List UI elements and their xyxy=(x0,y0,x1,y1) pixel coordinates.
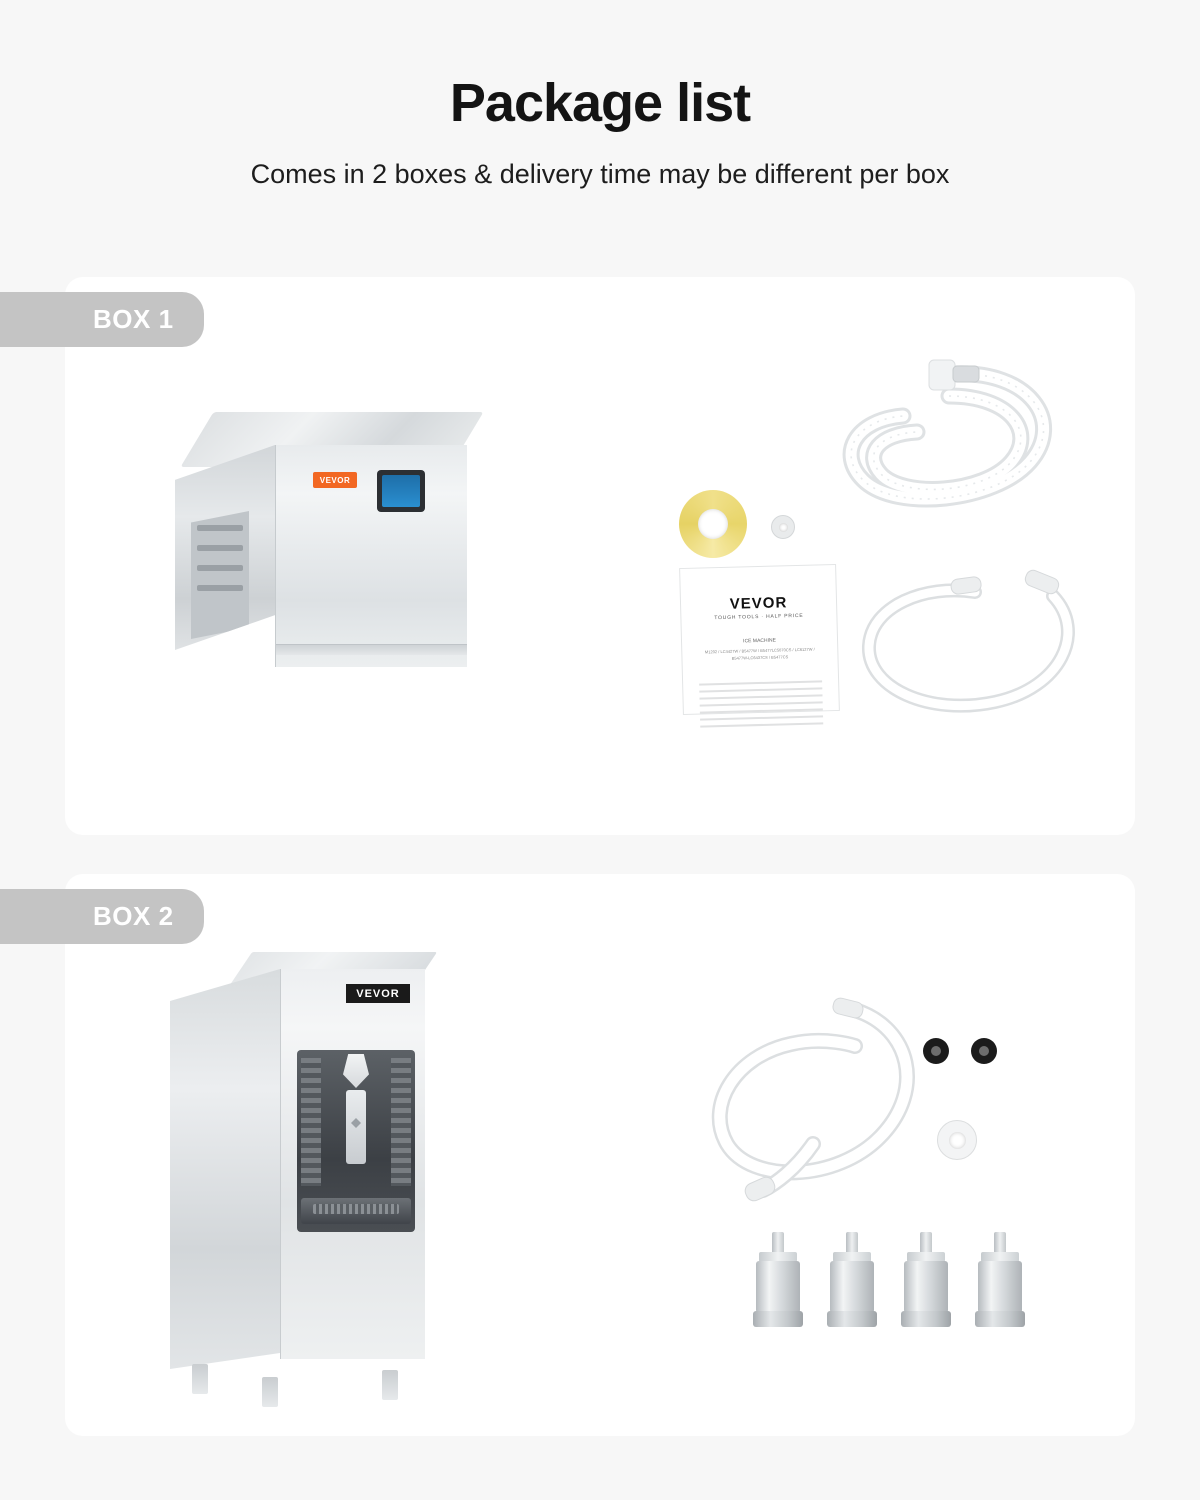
o-ring-2 xyxy=(971,1038,997,1064)
flat-washer xyxy=(937,1120,977,1160)
dispense-recess xyxy=(297,1050,415,1232)
page-header xyxy=(0,0,1200,190)
dispense-lever xyxy=(346,1090,366,1164)
box-2-contents xyxy=(65,874,1135,1436)
ice-maker-side-panel xyxy=(175,445,275,650)
dispenser-brand-logo: VEVOR xyxy=(346,984,410,1003)
ice-maker-vent-grille xyxy=(191,511,249,639)
manual-models: M1202 / LC4427W / B5477W / B5477LC5070CS / LC6127W / B5477W-LC6437CS / B5477CS xyxy=(704,646,815,661)
water-dispenser-cabinet xyxy=(170,952,460,1407)
corrugated-drain-hose xyxy=(825,352,1070,527)
page-subtitle: Comes in 2 boxes & delivery time may be different per box xyxy=(250,159,950,190)
teflon-tape xyxy=(679,490,747,558)
cabinet-foot xyxy=(192,1364,208,1394)
leveling-leg-1 xyxy=(753,1232,803,1328)
cabinet-foot xyxy=(382,1370,398,1400)
leveling-leg-4 xyxy=(975,1232,1025,1328)
manual-tagline: TOUGH TOOLS · HALF PRICE xyxy=(714,612,804,622)
leveling-leg-2 xyxy=(827,1232,877,1328)
leveling-leg-3 xyxy=(901,1232,951,1328)
cabinet-foot xyxy=(262,1377,278,1407)
small-washer xyxy=(771,515,795,539)
manual-product: ICE MACHINE xyxy=(743,637,777,645)
manual-brand: VEVOR xyxy=(729,594,788,613)
dispense-nozzle xyxy=(343,1054,369,1088)
o-ring-1 xyxy=(923,1038,949,1064)
box-2-badge: BOX 2 xyxy=(0,889,204,944)
control-display-screen xyxy=(377,470,425,512)
dispenser-side-panel xyxy=(170,969,280,1369)
ice-maker-front-panel xyxy=(275,445,467,667)
page-title: Package list xyxy=(449,73,751,133)
box-1-badge: BOX 1 xyxy=(0,292,204,347)
box-2-card xyxy=(65,874,1135,1436)
user-manual xyxy=(680,565,839,714)
recess-grille-left xyxy=(301,1058,321,1186)
drip-tray xyxy=(301,1198,411,1224)
box-1-card xyxy=(65,277,1135,835)
box-1-contents xyxy=(65,277,1135,835)
brand-logo-chip: VEVOR xyxy=(313,472,357,488)
ice-maker-unit xyxy=(175,412,485,682)
recess-grille-right xyxy=(391,1058,411,1186)
manual-body-lines xyxy=(699,680,823,727)
drain-hose xyxy=(705,994,935,1204)
water-inlet-hose xyxy=(855,562,1085,727)
